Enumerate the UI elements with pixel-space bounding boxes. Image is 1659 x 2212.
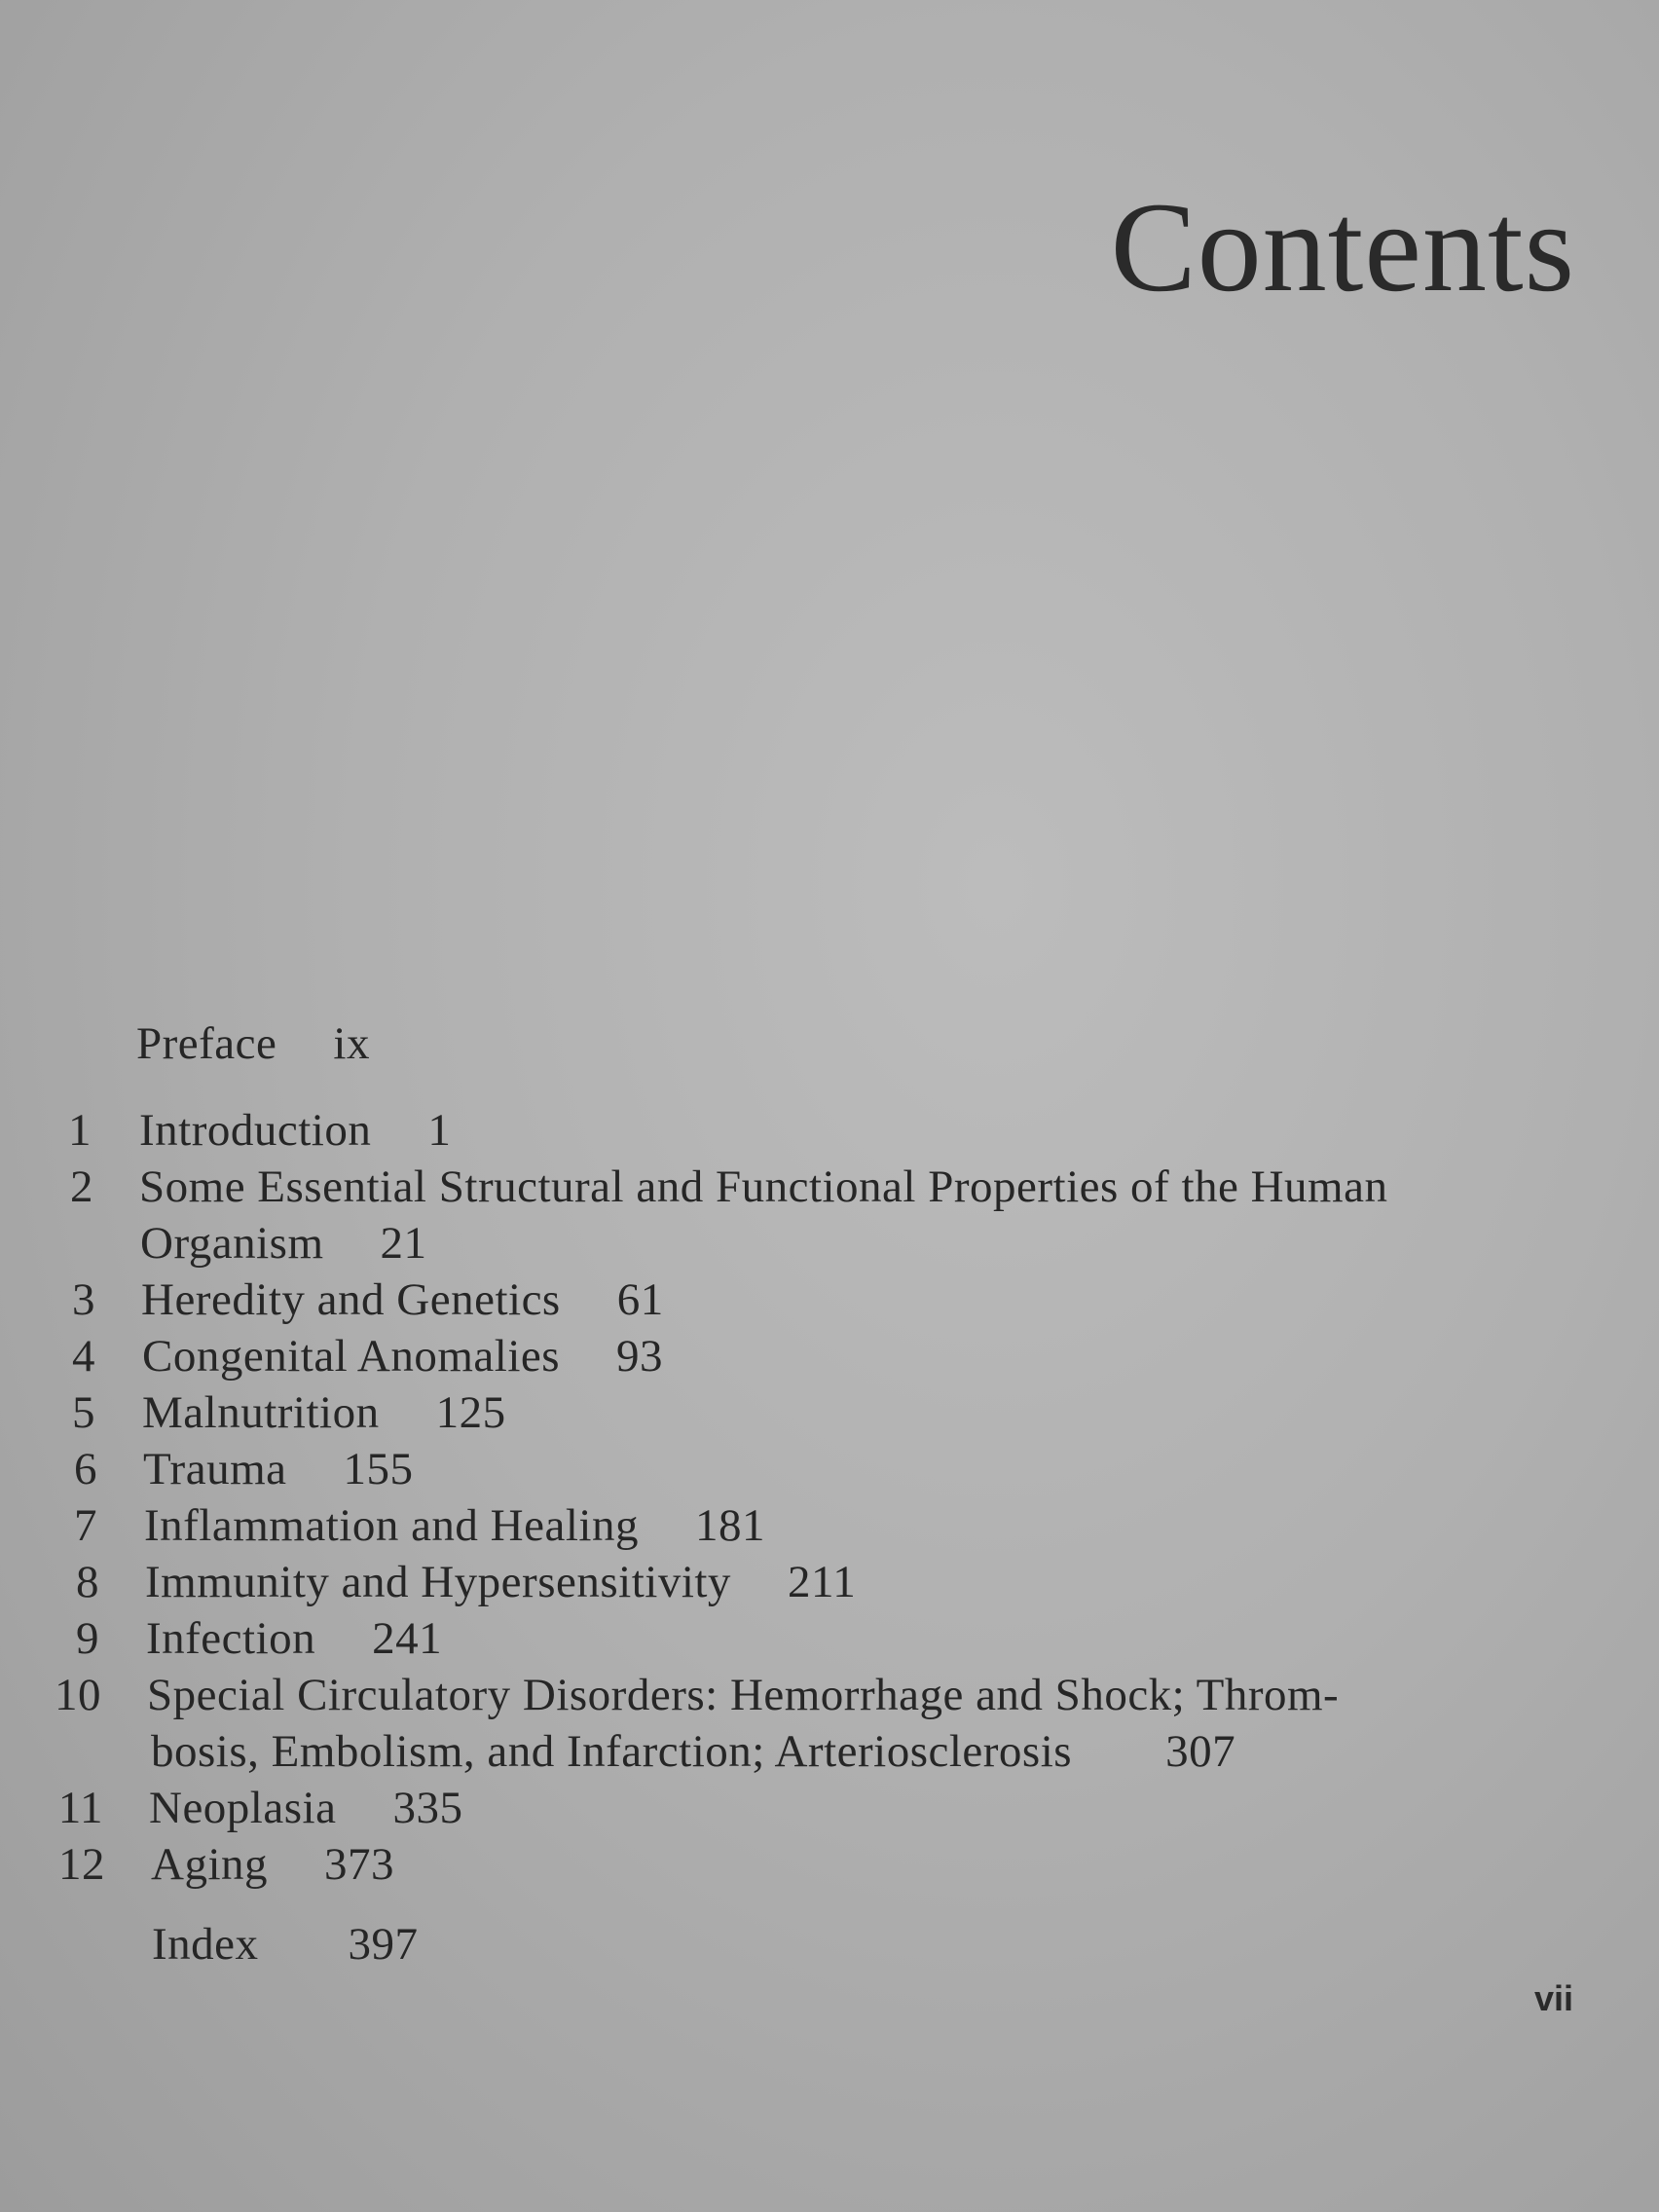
toc-chapter-number: 3 (72, 1274, 95, 1325)
toc-entry-title: Infection (146, 1613, 316, 1664)
toc-entry-page: ix (333, 1018, 370, 1069)
toc-entry-title: Heredity and Genetics (141, 1274, 561, 1325)
toc-entry-title: Aging (151, 1839, 268, 1890)
toc-entry-title: Malnutrition (142, 1387, 380, 1438)
toc-entry-page: 155 (343, 1444, 414, 1494)
toc-entry-page: 93 (616, 1331, 664, 1382)
toc-entry-page: 61 (616, 1274, 664, 1325)
toc-entry-title: Index (152, 1919, 259, 1970)
toc-entry-page: 307 (1165, 1726, 1236, 1777)
toc-chapter-number: 12 (58, 1839, 105, 1890)
toc-entry-title: Immunity and Hypersensitivity (145, 1557, 731, 1607)
toc-entry-title: Preface (136, 1018, 277, 1069)
toc-chapter-number: 11 (57, 1783, 103, 1833)
toc-chapter-number: 2 (70, 1161, 93, 1212)
toc-entry-title: Some Essential Structural and Functional Properties of the Human (139, 1161, 1388, 1212)
toc-chapter-2-continued (140, 1215, 427, 1272)
toc-entry-title: Introduction (139, 1105, 372, 1156)
toc-preface (136, 1015, 370, 1072)
page-number: vii (1533, 1978, 1573, 2018)
toc-index (152, 1916, 419, 1972)
toc-entry-page: 21 (380, 1218, 427, 1269)
toc-entry-title: Trauma (143, 1444, 287, 1494)
toc-entry-title: Neoplasia (149, 1783, 337, 1833)
toc-entry-title: Congenital Anomalies (142, 1331, 561, 1382)
toc-chapter-number: 10 (55, 1670, 101, 1720)
toc-entry-title-continued: bosis, Embolism, and Infarction; Arteriosclerosis (151, 1726, 1073, 1777)
toc-entry-title-continued: Organism (140, 1218, 324, 1269)
toc-entry-title: Special Circulatory Disorders: Hemorrhage and Shock; Throm- (147, 1670, 1340, 1720)
toc-chapter-10-continued (151, 1723, 1235, 1780)
toc-chapter-number: 5 (72, 1387, 95, 1438)
toc-entry-page: 125 (435, 1387, 506, 1438)
toc-entry-page: 241 (372, 1613, 443, 1664)
toc-entry-page: 181 (694, 1500, 765, 1551)
toc-chapter-number: 6 (74, 1444, 97, 1494)
toc-entry-page: 1 (427, 1105, 452, 1156)
toc-entry-page: 211 (787, 1557, 857, 1607)
toc-entry-title: Inflammation and Healing (144, 1500, 639, 1551)
toc-entry-page: 397 (348, 1919, 419, 1970)
toc-entry-page: 335 (392, 1783, 463, 1833)
toc-chapter-number: 4 (72, 1331, 95, 1382)
toc-chapter-number: 9 (76, 1613, 99, 1664)
toc-chapter-number: 8 (76, 1557, 99, 1607)
page-title: Contents (1110, 175, 1575, 318)
toc-entry-page: 373 (324, 1839, 394, 1890)
toc-chapter-number: 7 (74, 1500, 97, 1551)
toc-chapter-number: 1 (68, 1105, 92, 1156)
